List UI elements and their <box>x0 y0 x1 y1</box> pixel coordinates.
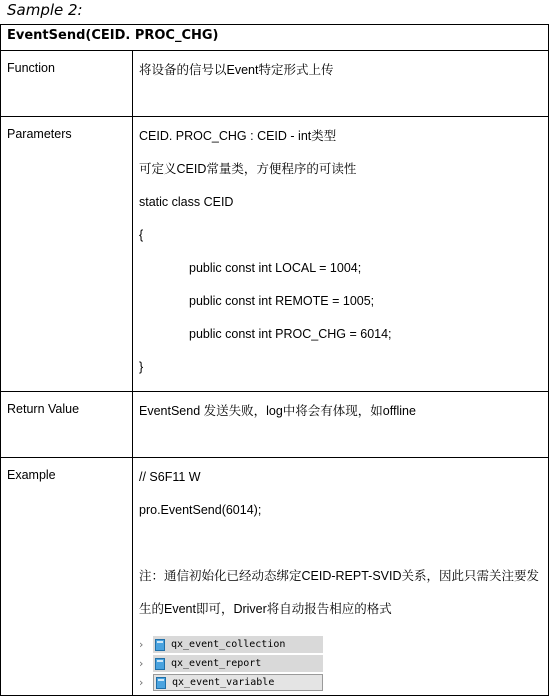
example-row <box>1 458 549 696</box>
param-line: { <box>139 228 144 242</box>
example-note-line: 生的Event即可，Driver将自动报告相应的格式 <box>139 602 392 616</box>
tree-item-label: qx_event_variable <box>172 677 275 688</box>
tree-item-event-collection[interactable] <box>153 636 323 653</box>
param-line: CEID. PROC_CHG : CEID - int类型 <box>139 129 337 143</box>
blank-line <box>139 534 542 567</box>
parameters-row <box>1 117 549 392</box>
parameters-cell <box>133 117 549 392</box>
example-line: pro.EventSend(6014); <box>139 503 262 517</box>
api-doc-table <box>0 24 549 696</box>
return-value-text: EventSend 发送失败，log中将会有体现，如offline <box>139 404 416 418</box>
tree-node[interactable] <box>139 654 542 673</box>
tree-node[interactable] <box>139 635 542 654</box>
function-label: Function <box>1 51 133 117</box>
parameters-label: Parameters <box>1 117 133 392</box>
function-row <box>1 51 549 117</box>
method-signature: EventSend(CEID. PROC_CHG) <box>1 25 549 51</box>
example-note-line: 注：通信初始化已经动态绑定CEID-REPT-SVID关系，因此只需关注要发 <box>139 569 540 583</box>
tree-item-event-report[interactable] <box>153 655 323 672</box>
file-icon <box>155 639 165 651</box>
return-value-label: Return Value <box>1 392 133 458</box>
file-icon <box>156 677 166 689</box>
example-label: Example <box>1 458 133 696</box>
param-line: } <box>139 360 144 374</box>
function-cell <box>133 51 549 117</box>
function-text: 将设备的信号以Event特定形式上传 <box>139 63 334 77</box>
param-line: public const int REMOTE = 1005; <box>189 294 375 308</box>
tree-item-event-variable[interactable] <box>153 674 323 691</box>
param-line: public const int LOCAL = 1004; <box>189 261 362 275</box>
example-cell <box>133 458 549 696</box>
chevron-right-icon[interactable]: › <box>139 676 144 689</box>
file-icon <box>155 658 165 670</box>
param-line: static class CEID <box>139 195 234 209</box>
example-line: // S6F11 W <box>139 470 201 484</box>
param-line: public const int PROC_CHG = 6014; <box>189 327 392 341</box>
sample-caption: Sample 2: <box>7 1 83 19</box>
db-table-tree <box>139 635 542 692</box>
tree-item-label: qx_event_collection <box>171 639 286 650</box>
return-value-row <box>1 392 549 458</box>
tree-node[interactable] <box>139 673 542 692</box>
return-value-cell <box>133 392 549 458</box>
tree-item-label: qx_event_report <box>171 658 262 669</box>
chevron-right-icon[interactable]: › <box>139 657 144 670</box>
param-line: 可定义CEID常量类，方便程序的可读性 <box>139 162 357 176</box>
header-row <box>1 25 549 51</box>
chevron-right-icon[interactable]: › <box>139 638 144 651</box>
